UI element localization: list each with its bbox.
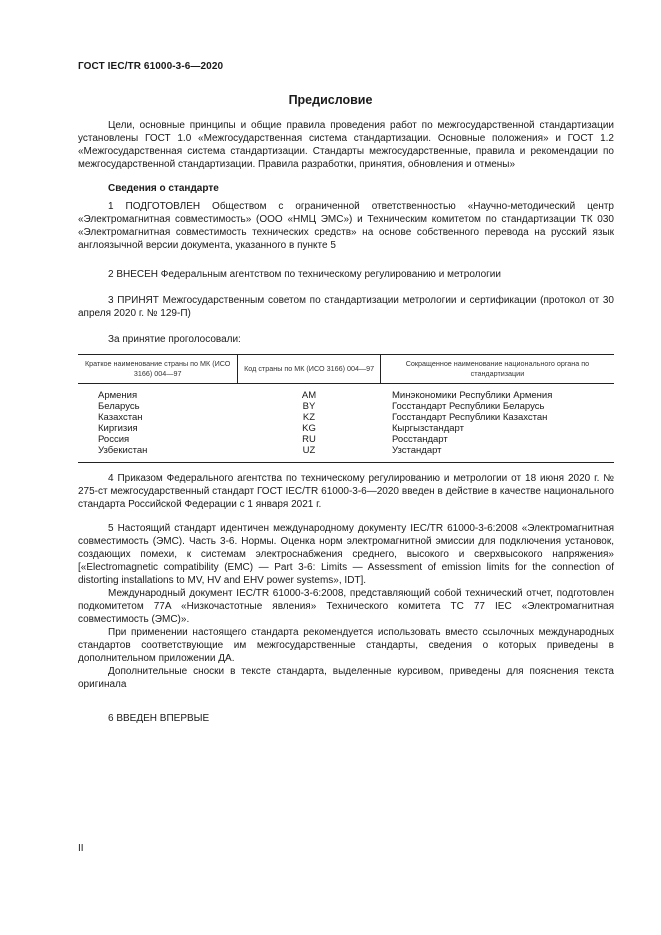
- table-cell-code: UZ: [302, 445, 316, 456]
- item-1-text: 1 ПОДГОТОВЛЕН Обществом с ограниченной ответственностью «Научно-методический центр «Электромагнитная совместимость» (ООО «НМЦ ЭМС») и Техническим комитетом по стандартизации ТК 030 «Электромагнитная совместимость технических средств» на основе собственного перевода на русский язык англоязычной версии документа, указанного в пункте 5: [78, 201, 614, 251]
- item-6-text: 6 ВВЕДЕН ВПЕРВЫЕ: [108, 713, 210, 724]
- voted-label-block: [78, 333, 614, 346]
- item-3: [78, 294, 614, 320]
- org-column: [380, 390, 614, 456]
- item-5-note-application: При применении настоящего стандарта рекомендуется использовать вместо ссылочных международных стандартов соответствующие им межгосударственные стандарты, сведения о которых приведены в дополнительном приложении ДА.: [78, 627, 614, 664]
- table-header-row: [78, 355, 614, 384]
- table-cell-code: AM: [301, 390, 317, 401]
- table-cell-org: Госстандарт Республики Казахстан: [392, 412, 548, 423]
- table-cell-country: Армения: [98, 390, 138, 401]
- table-header-country: Краткое наименование страны по МК (ИСО 3166) 004—97: [85, 359, 231, 378]
- table-cell-org: Госстандарт Республики Беларусь: [392, 401, 545, 412]
- table-cell-code: KG: [302, 423, 316, 434]
- table-cell-org: Узстандарт: [392, 445, 442, 456]
- country-column: [78, 390, 238, 456]
- section-subheading: Сведения о стандарте: [108, 183, 219, 194]
- table-cell-org: Кыргызстандарт: [392, 423, 464, 434]
- countries-table: [78, 354, 614, 463]
- voted-label: За принятие проголосовали:: [108, 334, 241, 345]
- table-cell-org: Минэкономики Республики Армения: [392, 390, 553, 401]
- item-4: [78, 472, 614, 511]
- table-cell-code: BY: [302, 401, 316, 412]
- item-6: [78, 712, 614, 725]
- item-5-note-footnotes: Дополнительные сноски в тексте стандарта, выделенные курсивом, приведены для пояснения текста оригинала: [78, 666, 614, 690]
- table-header-org: Сокращенное наименование национального органа по стандартизации: [405, 359, 590, 378]
- table-cell-country: Россия: [98, 434, 130, 445]
- item-4-text: 4 Приказом Федерального агентства по техническому регулированию и метрологии от 18 июня 2020 г. № 275-ст межгосударственный стандарт ГОСТ IEC/TR 61000-3-6—2020 введен в действие в качестве национального стандарта Российской Федерации с 1 января 2021 г.: [78, 473, 614, 510]
- intro-paragraph: [78, 119, 614, 171]
- page-number: II: [78, 843, 84, 854]
- table-cell-country: Беларусь: [98, 401, 140, 412]
- table-cell-country: Узбекистан: [98, 445, 148, 456]
- table-cell-code: KZ: [302, 412, 316, 423]
- table-body: [78, 384, 614, 462]
- item-1: [78, 200, 614, 252]
- item-2: [78, 268, 614, 281]
- table-cell-org: Росстандарт: [392, 434, 448, 445]
- table-cell-country: Казахстан: [98, 412, 143, 423]
- document-code-header: ГОСТ IEC/TR 61000-3-6—2020: [78, 61, 224, 72]
- item-2-text: 2 ВНЕСЕН Федеральным агентством по техническому регулированию и метрологии: [108, 269, 501, 280]
- page-title: Предисловие: [288, 93, 373, 107]
- table-cell-country: Киргизия: [98, 423, 138, 434]
- intro-text: Цели, основные принципы и общие правила проведения работ по межгосударственной стандартизации установлены ГОСТ 1.0 «Межгосударственная система стандартизации. Основные положения» и ГОСТ 1.2 «Межгосударственная система стандартизации. Стандарты межгосударственные, правила и рекомендации по межгосударственной стандартизации. Правила разработки, принятия, обновления и отмены»: [78, 120, 614, 170]
- code-column: [238, 390, 380, 456]
- item-5-note-international: Международный документ IEC/TR 61000-3-6:2008, представляющий собой технический отчет, подготовлен подкомитетом 77A «Низкочастотные явления» Технического комитета TC 77 IEC «Электромагнитная совместимость (ЭМС)».: [78, 588, 614, 625]
- item-3-text: 3 ПРИНЯТ Межгосударственным советом по стандартизации метрологии и сертификации (протокол от 30 апреля 2020 г. № 129-П): [78, 295, 614, 319]
- item-5-text: 5 Настоящий стандарт идентичен международному документу IEC/TR 61000-3-6:2008 «Электромагнитная совместимость (ЭМС). Часть 3-6. Нормы. Оценка норм электромагнитной эмиссии для подключения установок, создающих помехи, к системам электроснабжения среднего, высокого и сверхвысокого напряжения» [«Electromagnetic compatibility (EMC) — Part 3-6: Limits — Assessment of emission limits for the connection of distorting installations to MV, HV and EHV power systems», IDT].: [78, 523, 614, 586]
- table-header-code: Код страны по МК (ИСО 3166) 004—97: [237, 355, 380, 383]
- table-cell-code: RU: [302, 434, 316, 445]
- item-5: [78, 522, 614, 691]
